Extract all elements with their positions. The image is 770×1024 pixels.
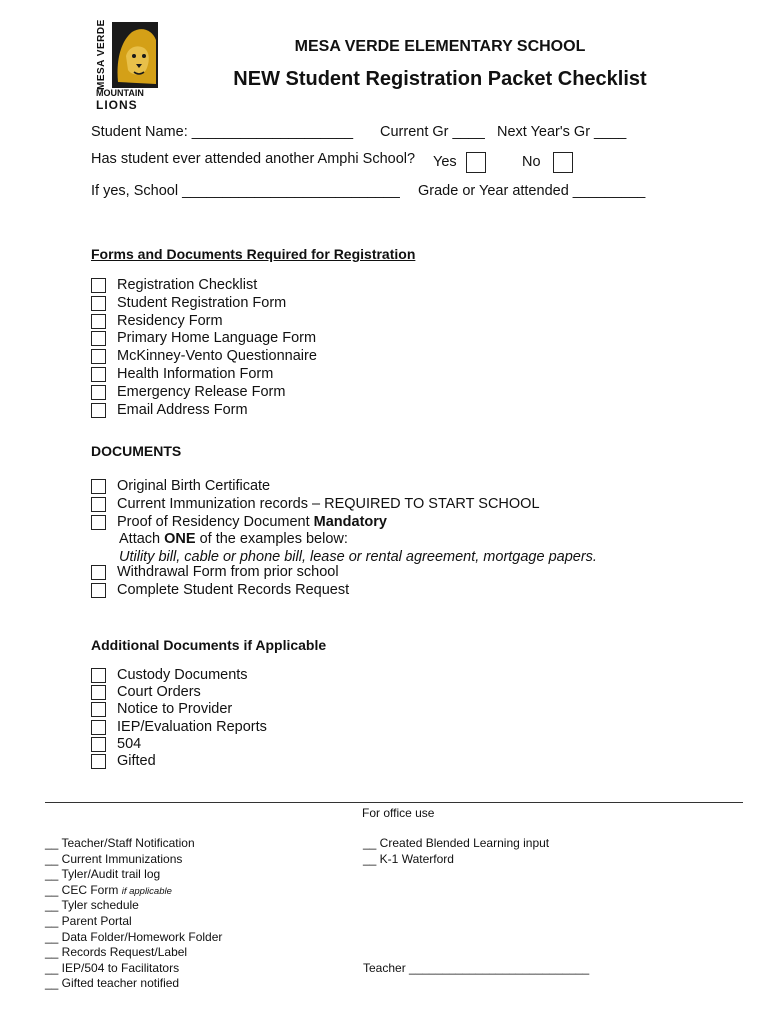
checkbox[interactable] [91,515,106,530]
checkbox[interactable] [91,278,106,293]
checkbox[interactable] [91,479,106,494]
prior-school-field[interactable]: If yes, School ___________________________ [91,183,400,199]
office-item: __ Created Blended Learning input [363,836,550,850]
office-divider [45,802,743,803]
yes-checkbox[interactable] [466,152,486,173]
checkbox[interactable] [91,565,106,580]
office-left-list [45,836,222,992]
checkbox[interactable] [91,314,106,329]
additional-heading: Additional Documents if Applicable [91,637,327,653]
checkbox[interactable] [91,331,106,346]
forms-heading: Forms and Documents Required for Registration [91,246,416,262]
no-checkbox[interactable] [553,152,573,173]
office-item: __ CEC Form if applicable [45,882,172,897]
office-item: __ Current Immunizations [45,851,183,866]
logo-vertical-text: MESA VERDE [96,19,107,90]
office-item: __ Tyler schedule [45,898,139,913]
office-item: __ Records Request/Label [45,945,188,960]
no-label: No [522,154,541,170]
checkbox[interactable] [91,583,106,598]
office-item: __ Teacher/Staff Notification [45,836,195,850]
checkbox[interactable] [91,754,106,769]
checkbox[interactable] [91,497,106,512]
office-item: __ Gifted teacher notified [45,976,180,991]
office-item: __ Data Folder/Homework Folder [45,929,223,944]
office-item: __ Tyler/Audit trail log [45,867,161,882]
checkbox[interactable] [91,685,106,700]
grade-attended-field[interactable]: Grade or Year attended _________ [418,183,646,199]
school-name: MESA VERDE ELEMENTARY SCHOOL [294,38,586,55]
next-grade-field[interactable]: Next Year's Gr ____ [497,124,627,140]
logo-line1: MOUNTAIN [96,88,144,98]
checkbox[interactable] [91,720,106,735]
checkbox[interactable] [91,702,106,717]
teacher-field[interactable]: Teacher ___________________________ [363,961,590,975]
attended-question: Has student ever attended another Amphi School? [91,151,416,167]
checkbox[interactable] [91,367,106,382]
office-item: __ K-1 Waterford [363,851,454,866]
office-item: __ IEP/504 to Facilitators [45,960,180,975]
current-grade-field[interactable]: Current Gr ____ [380,124,485,140]
yes-label: Yes [433,154,457,170]
checkbox[interactable] [91,349,106,364]
student-name-field[interactable]: Student Name: ____________________ [91,124,354,140]
office-use-title: For office use [362,806,435,820]
logo-line2: LIONS [96,98,138,112]
documents-heading: DOCUMENTS [91,443,182,459]
checkbox[interactable] [91,737,106,752]
checkbox[interactable] [91,385,106,400]
office-item: __ Parent Portal [45,913,132,928]
checkbox[interactable] [91,403,106,418]
office-right-list [363,836,549,867]
checkbox[interactable] [91,296,106,311]
checkbox[interactable] [91,668,106,683]
page-title: NEW Student Registration Packet Checklist [233,68,647,90]
